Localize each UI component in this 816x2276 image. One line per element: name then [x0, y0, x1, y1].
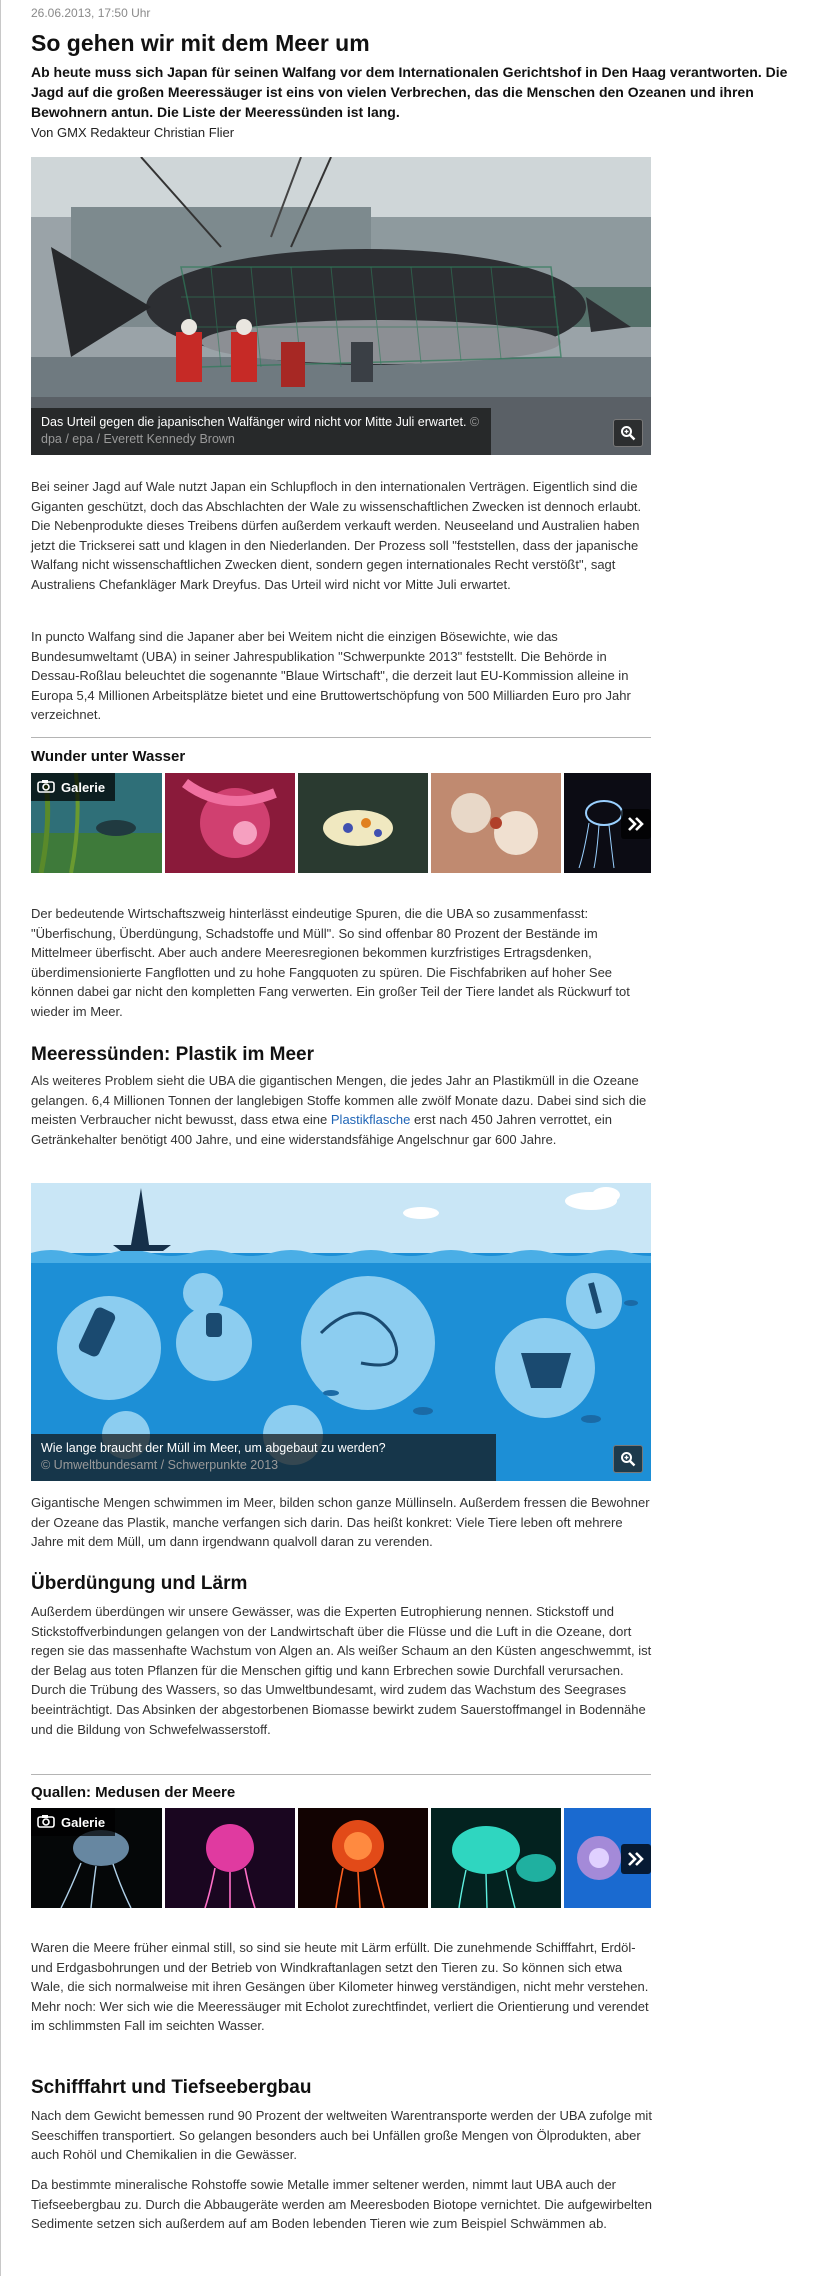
paragraph-7: Waren die Meere früher einmal still, so sind sie heute mit Lärm erfüllt. Die zunehmende Schifffahrt, Erdöl- und Erdgasbohrungen und der Betrieb von Windkraftanlagen setzt den Tieren zu. So können sich etwa Wale, die sich normalweise mit ihren Gesängen über Kilometer hinweg verständigen, nicht mehr verstehen. Mehr noch: Wer sich wie die Meeressäuger mit Echolot zurechtfindet, verliert die Orientierung und verendet im schlimmsten Fall im seichten Wasser. — [31, 1940, 649, 2034]
divider — [31, 1774, 651, 1775]
paragraph-3: Der bedeutende Wirtschaftszweig hinterlässt eindeutige Spuren, die die UBA so zusammenfasst: "Überfischung, Überdüngung, Schadstoffe und Müll". So sind offenbar 80 Prozent der Bestände im Mittelmeer überfischt. Aber auch andere Meeresregionen bekommen kurzfristiges Ertragsdenken, überdimensionierte Fangflotten und zu hohe Fangquoten zu spüren. Die Fischfabriken auf hoher See können dabei gar nicht den kompletten Fang verwerten. Ein großer Teil der Tiere landet als Rückwurf tot wieder im Meer. — [31, 906, 630, 1019]
article-lead: Ab heute muss sich Japan für seinen Walfang vor dem Internationalen Gerichtshof in Den Haag verantworten. Die Jagd auf die großen Meeressäuger ist eins von vielen Verbrechen, das die Menschen den Ozeanen und ihren Bewohnern antun. Die Liste der Meeressünden ist lang. — [31, 64, 788, 120]
article-title: So gehen wir mit dem Meer um — [31, 30, 370, 56]
infographic-figure[interactable] — [31, 1183, 651, 1481]
paragraph-5: Gigantische Mengen schwimmen im Meer, bilden schon ganze Müllinseln. Außerdem fressen die Bewohner der Ozeane das Plastik, manche verfangen sich darin. Das heißt konkret: Viele Tiere leben oft mehrere Jahre mit dem Müll, um dann irgendwann qualvoll daran zu verenden. — [31, 1495, 650, 1550]
paragraph-6: Außerdem überdüngen wir unsere Gewässer, was die Experten Eutrophierung nennen. Stickstoff und Stickstoffverbindungen gelangen von der Landwirtschaft über die Flüsse und die Luft in die Ozeane, dort regen sie das massenhafte Wachstum von Algen an. Als weißer Schaum an den Küsten angeschwemmt, ist der Belag aus toten Pflanzen für die Menschen giftig und kann Erbrechen sowie Durchfall verursachen. Durch die Trübung des Wassers, so das Umweltbundesamt, wird zudem das Wachstum des Seegrases beeinträchtigt. Das Absinken der abgestorbenen Biomasse bewirkt zudem Sauerstoffmangel in Bodennähe und die Bildung von Schwefelwasserstoff. — [31, 1604, 652, 1737]
hero-caption-text: Das Urteil gegen die japanischen Walfänger wird nicht vor Mitte Juli erwartet. — [41, 415, 467, 429]
link-plastikflasche[interactable]: Plastikflasche — [330, 1112, 411, 1128]
article-dateline: 26.06.2013, 17:50 Uhr — [31, 6, 151, 20]
paragraph-4-text-end: erst nach 450 Jahren verrottet, ein Getränkehalter benötigt 400 Jahre, und eine widerstandsfähige Angelschnur gar 600 Jahre. — [31, 1112, 612, 1147]
infographic-credit: © Umweltbundesamt / Schwerpunkte 2013 — [41, 1458, 279, 1472]
paragraph-1: Bei seiner Jagd auf Wale nutzt Japan ein Schlupfloch in den internationalen Verträgen. Eigentlich sind die Giganten geschützt, doch das Abschlachten der Wale zu wissenschaftlichen Zwecken ist dennoch erlaubt. Die Nebenprodukte dieses Treibens dürfen außerdem verkauft werden. Neuseeland und Australien haben jetzt die Trickserei satt und klagen in den Niederlanden. Der Prozess soll "feststellen, dass der japanische Walfang nicht wissenschaftlichen Zwecken dient, sondern gegen internationales Recht verstößt", sagt Australiens Chefankläger Mark Dreyfus. Das Urteil wird nicht vor Mitte Juli erwartet. — [31, 479, 642, 592]
gallery-jellyfish[interactable] — [31, 1808, 651, 1908]
camera-icon — [37, 1814, 55, 1831]
gallery-badge — [31, 1808, 115, 1836]
chevron-right-icon[interactable] — [621, 809, 651, 839]
gallery-title-jellyfish: Quallen: Medusen der Meere — [31, 1784, 236, 1801]
gallery-badge-label: Galerie — [61, 1814, 106, 1830]
hero-caption — [31, 408, 491, 455]
gallery-thumb[interactable] — [165, 1808, 295, 1908]
infographic-caption — [31, 1434, 496, 1481]
heading-shipping: Schifffahrt und Tiefseebergbau — [31, 2077, 312, 2098]
chevron-right-icon[interactable] — [621, 1844, 651, 1874]
left-border — [0, 0, 1, 2276]
camera-icon — [37, 779, 55, 796]
gallery-title-underwater: Wunder unter Wasser — [31, 748, 186, 765]
gallery-badge — [31, 773, 115, 801]
hero-credit: © dpa / epa / Everett Kennedy Brown — [41, 415, 480, 446]
paragraph-4-text: Als weiteres Problem sieht die UBA die gigantischen Mengen, die jedes Jahr an Plastikmüll in die Ozeane gelangen. 6,4 Millionen Tonnen der langlebigen Stoffe kommen alle zwölf Monate dazu. Dabei sind sich die meisten Verbraucher nicht bewusst, dass etwa eine — [31, 1073, 647, 1128]
divider — [31, 737, 651, 738]
gallery-underwater[interactable] — [31, 773, 651, 873]
article-byline: Von GMX Redakteur Christian Flier — [31, 125, 235, 140]
paragraph-8: Nach dem Gewicht bemessen rund 90 Prozent der weltweiten Warentransporte werden der UBA zufolge mit Seeschiffen transportiert. So gelangen besonders auch bei Unfällen große Mengen von Ölprodukten, aber auch Rohöl und Chemikalien in die Gewässer. — [31, 2108, 652, 2163]
zoom-icon[interactable] — [613, 1445, 643, 1473]
paragraph-2: In puncto Walfang sind die Japaner aber bei Weitem nicht die einzigen Bösewichte, wie das Bundesumweltamt (UBA) in seiner Jahrespublikation "Schwerpunkte 2013" feststellt. Die Behörde in Dessau-Roßlau beleuchtet die sogenannte "Blaue Wirtschaft", die derzeit laut EU-Kommission alleine in Europa 5,4 Millionen Arbeitsplätze bietet und eine Bruttowertschöpfung von 500 Milliarden Euro pro Jahr verzeichnet. — [31, 629, 631, 723]
paragraph-9: Da bestimmte mineralische Rohstoffe sowie Metalle immer seltener werden, nimmt laut UBA auch der Tiefseebergbau zu. Durch die Abbaugeräte werden am Meeresboden Biotope vernichtet. Die aufgewirbelten Sedimente setzen sich außerdem auf am Boden lebenden Tieren wie zum Beispiel Schwämmen ab. — [31, 2177, 653, 2232]
gallery-thumb[interactable] — [298, 1808, 428, 1908]
paragraph-4 — [31, 1071, 653, 1149]
gallery-badge-label: Galerie — [61, 779, 106, 795]
gallery-thumb[interactable] — [431, 773, 561, 873]
hero-figure[interactable] — [31, 157, 651, 455]
heading-plastic: Meeressünden: Plastik im Meer — [31, 1044, 314, 1065]
heading-fertilizer: Überdüngung und Lärm — [31, 1573, 248, 1594]
zoom-icon[interactable] — [613, 419, 643, 447]
infographic-caption-text: Wie lange braucht der Müll im Meer, um abgebaut zu werden? — [41, 1441, 386, 1455]
gallery-thumb[interactable] — [298, 773, 428, 873]
gallery-thumb[interactable] — [431, 1808, 561, 1908]
gallery-thumb[interactable] — [165, 773, 295, 873]
